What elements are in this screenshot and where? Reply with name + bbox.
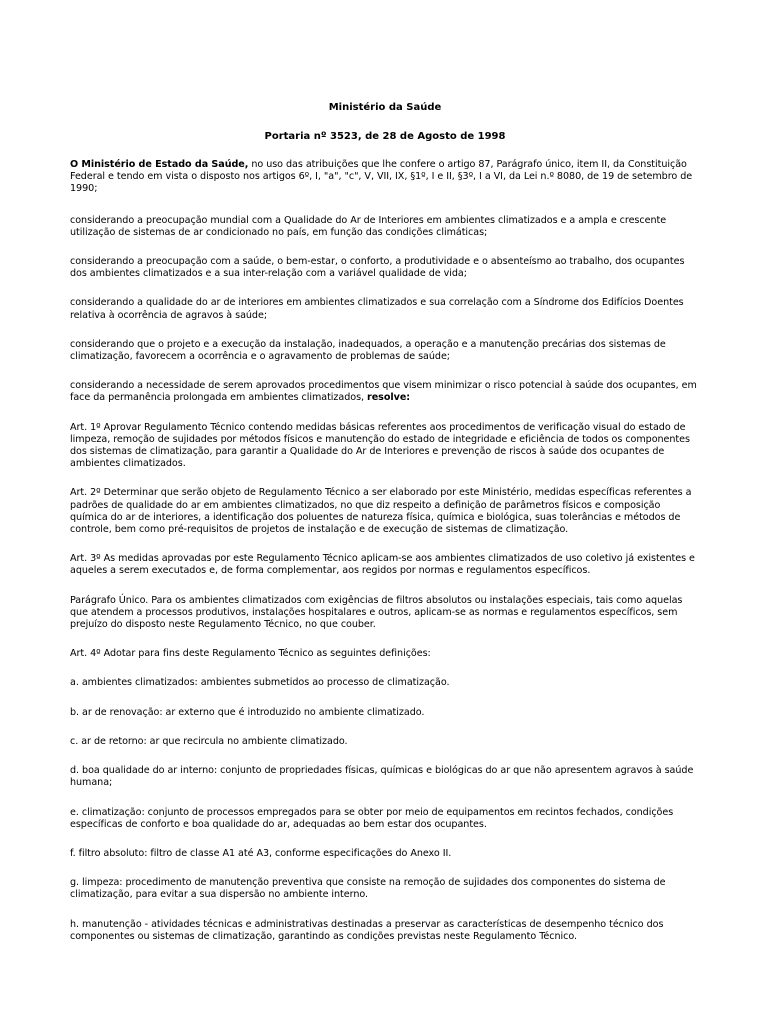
definition-e: e. climatização: conjunto de processos empregados para se obter por meio de equipamentos em recintos fechados, condições específicas de conforto e boa qualidade do ar, adequadas ao bem estar dos ocupantes. bbox=[70, 806, 674, 830]
considerando-3: considerando a qualidade do ar de interiores em ambientes climatizados e sua correlação com a Síndrome dos Edifícios Doentes relativa à ocorrência de agravos à saúde; bbox=[70, 297, 684, 321]
paragrafo-unico: Parágrafo Único. Para os ambientes climatizados com exigências de filtros absolutos ou instalações especiais, tais como aquelas que atendem a processos produtivos, instalações hospitalares e outros, aplicam-se as normas e regulamentos específicos, sem prejuízo do disposto neste Regulamento Técnico, no que couber. bbox=[70, 594, 683, 631]
article-3: Art. 3º As medidas aprovadas por este Regulamento Técnico aplicam-se aos ambientes climatizados de uso coletivo já existentes e aqueles a serem executados e, de forma complementar, aos regidos por normas e regulamentos específicos. bbox=[70, 553, 695, 577]
considerando-1: considerando a preocupação mundial com a Qualidade do Ar de Interiores em ambientes climatizados e a ampla e crescente utilização de sistemas de ar condicionado no país, em função das condições climáticas; bbox=[70, 214, 667, 238]
considerando-5 bbox=[70, 380, 700, 404]
article-1: Art. 1º Aprovar Regulamento Técnico contendo medidas básicas referentes aos procedimentos de verificação visual do estado de limpeza, remoção de sujidades por métodos físicos e manutenção do estado de integridade e eficiência de todos os componentes dos sistemas de climatização, para garantir a Qualidade do Ar de Interiores e prevenção de riscos à saúde dos ocupantes de ambientes climatizados. bbox=[70, 421, 690, 470]
document-page bbox=[70, 101, 700, 943]
considerando-4: considerando que o projeto e a execução da instalação, inadequados, a operação e a manutenção precárias dos sistemas de climatização, favorecem a ocorrência e o agravamento de problemas de saúde; bbox=[70, 338, 666, 363]
article-2: Art. 2º Determinar que serão objeto de Regulamento Técnico a ser elaborado por este Ministério, medidas específicas referentes a padrões de qualidade do ar em ambientes climatizados, no que diz respeito a definição de parâmetros físicos e composição química do ar de interiores, a identificação dos poluentes de natureza física, química e biológica, suas tolerâncias e métodos de controle, bem como pré-requisitos de projetos de instalação e de execução de sistemas de climatização. bbox=[70, 487, 692, 536]
considerando-2: considerando a preocupação com a saúde, o bem-estar, o conforto, a produtividade e o absenteísmo ao trabalho, dos ocupantes dos ambientes climatizados e a sua inter-relação com a variável qualidade de vida; bbox=[70, 256, 685, 280]
definition-c: c. ar de retorno: ar que recircula no ambiente climatizado. bbox=[70, 735, 348, 747]
considerando-5-text: considerando a necessidade de serem aprovados procedimentos que visem minimizar o risco potencial à saúde dos ocupantes, em face da permanência prolongada em ambientes climatizados, bbox=[70, 380, 697, 404]
document-title: Ministério da Saúde bbox=[328, 102, 442, 113]
resolve-bold: resolve: bbox=[367, 392, 411, 404]
definition-h: h. manutenção - atividades técnicas e administrativas destinadas a preservar as características de desempenho técnico dos componentes ou sistemas de climatização, garantindo as condições previstas neste Regulamento Técnico. bbox=[70, 918, 664, 942]
definition-b: b. ar de renovação: ar externo que é introduzido no ambiente climatizado. bbox=[70, 706, 425, 718]
document-subtitle: Portaria nº 3523, de 28 de Agosto de 1998 bbox=[264, 131, 506, 142]
definition-g: g. limpeza: procedimento de manutenção preventiva que consiste na remoção de sujidades dos componentes do sistema de climatização, para evitar a sua dispersão no ambiente interno. bbox=[70, 877, 666, 901]
intro-text: no uso das atribuições que lhe confere o artigo 87, Parágrafo único, item II, da Constituição Federal e tendo em vista o disposto nos artigos 6º, I, "a", "c", V, VII, IX, §1º, I e II, §3º, I a VI, da Lei n.º 8080, de 19 de setembro de 1990; bbox=[70, 159, 693, 195]
intro-bold-lead: O Ministério de Estado da Saúde, bbox=[70, 159, 249, 170]
definition-d: d. boa qualidade do ar interno: conjunto de propriedades físicas, químicas e biológicas do ar que não apresentem agravos à saúde humana; bbox=[70, 765, 694, 789]
article-4: Art. 4º Adotar para fins deste Regulamento Técnico as seguintes definições: bbox=[70, 648, 431, 660]
definition-f: f. filtro absoluto: filtro de classe A1 até A3, conforme especificações do Anexo II. bbox=[70, 847, 452, 859]
intro-paragraph bbox=[70, 159, 700, 196]
definition-a: a. ambientes climatizados: ambientes submetidos ao processo de climatização. bbox=[70, 677, 450, 689]
